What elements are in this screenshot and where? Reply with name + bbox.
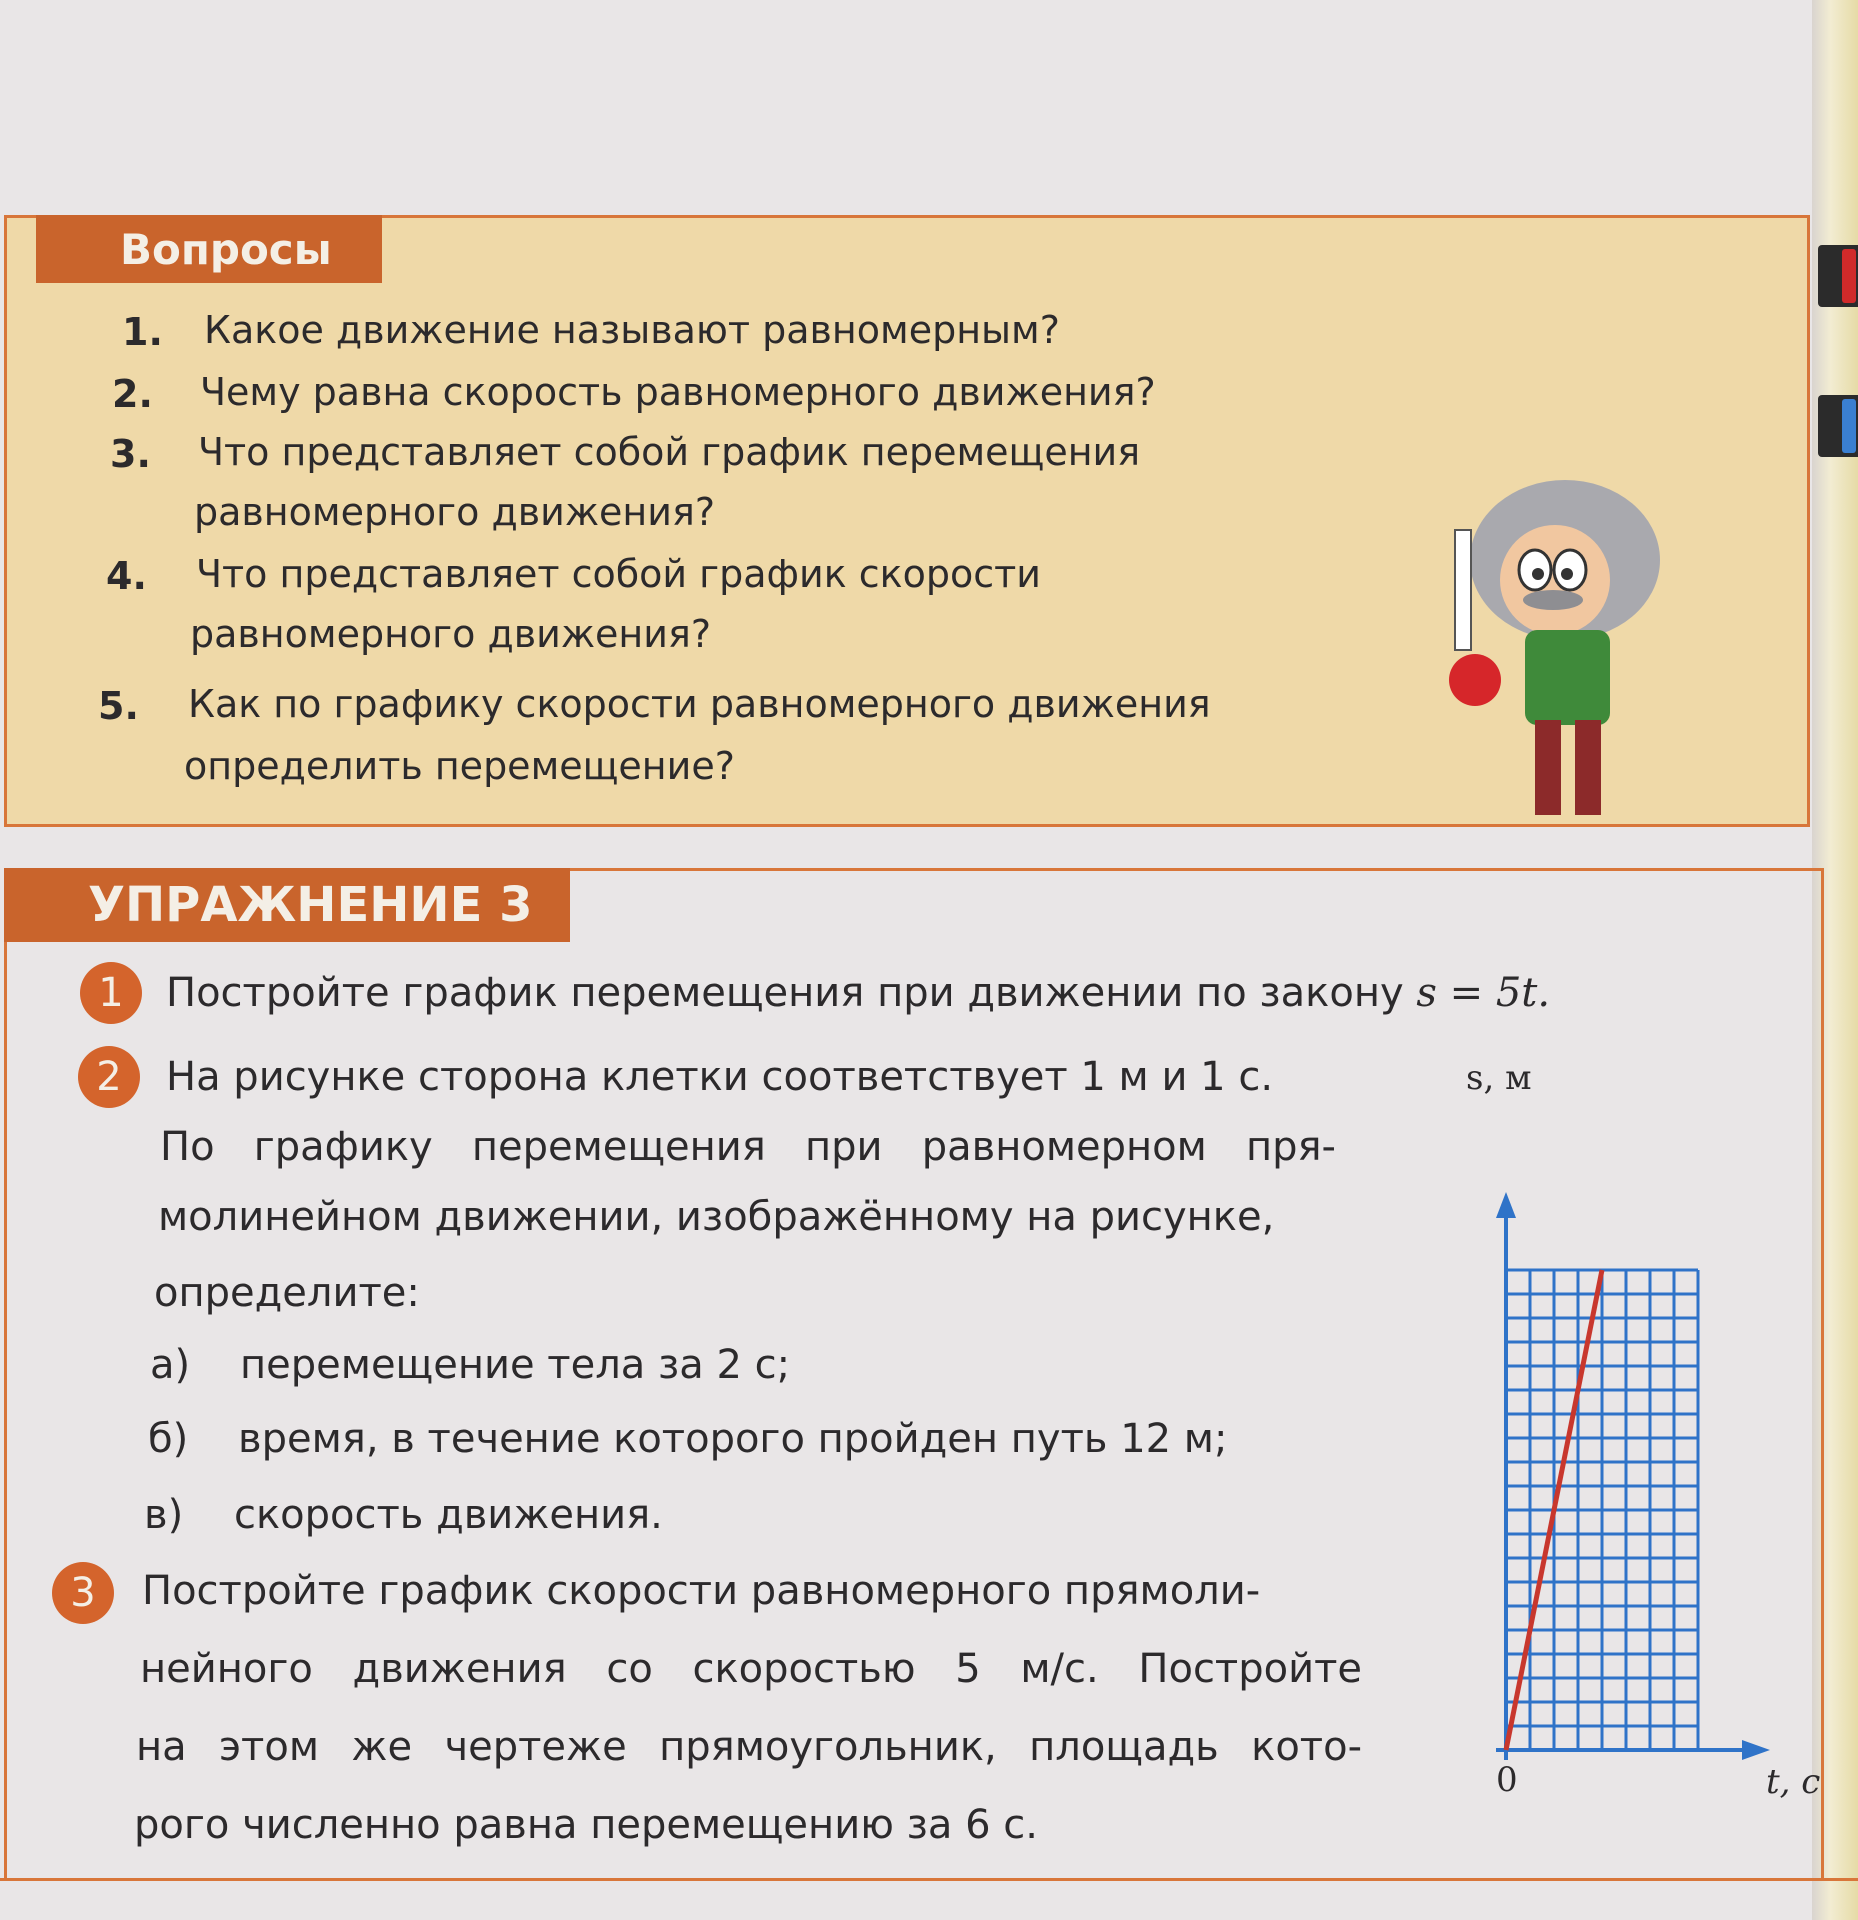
task-1-formula: s = 5t. [1416,970,1551,1016]
question-2-number: 2. [112,372,153,416]
warning-marker [1818,245,1858,307]
task-2-line-1: На рисунке сторона клетки соответствует 1 м и 1 с. [166,1054,1274,1100]
question-4-number: 4. [106,554,147,598]
info-marker [1818,395,1858,457]
origin-label: 0 [1496,1760,1518,1800]
task-3-line-4: рого численно равна перемещению за 6 с. [134,1802,1038,1848]
task-2-subitem-a-label: а) [150,1342,191,1388]
questions-heading: Вопросы [36,215,382,283]
question-3-line-1: Что представляет собой график перемещения [198,430,1141,474]
task-2-subitem-b-label: б) [148,1416,189,1462]
question-5-number: 5. [98,684,139,728]
task-3-line-3: на этом же чертеже прямоугольник, площадь кото- [136,1724,1362,1770]
task-2-line-4: определите: [154,1270,420,1316]
question-1-line-1: Какое движение называют равномерным? [204,308,1060,352]
task-1-text [166,958,1550,1028]
task-1-text-before: Постройте график перемещения при движении по закону [166,970,1417,1016]
task-2-subitem-a-text: перемещение тела за 2 с; [240,1342,791,1388]
question-5-line-2: определить перемещение? [184,744,735,788]
y-axis-arrow [1496,1192,1516,1218]
question-1-number: 1. [122,310,163,354]
task-2-subitem-b-text: время, в течение которого пройден путь 12 м; [238,1416,1228,1462]
task-3-line-1: Постройте график скорости равномерного прямоли- [142,1568,1261,1614]
task-2-subitem-c-text: скорость движения. [234,1492,663,1538]
exclamation-icon [1842,249,1856,303]
task-3-line-2: нейного движения со скоростью 5 м/с. Постройте [140,1646,1362,1692]
question-4-line-2: равномерного движения? [190,612,711,656]
task-2-line-3: молинейном движении, изображённому на рисунке, [158,1194,1275,1240]
question-icon [1842,399,1856,453]
professor-illustration [1435,470,1705,830]
question-4-line-1: Что представляет собой график скорости [196,552,1041,596]
question-3-number: 3. [110,432,151,476]
task-3-number: 3 [52,1562,114,1624]
question-3-line-2: равномерного движения? [194,490,715,534]
question-5-line-1: Как по графику скорости равномерного движения [188,682,1211,726]
x-axis-label: t, c [1766,1762,1821,1802]
exercise-heading: УПРАЖНЕНИЕ 3 [4,868,570,942]
question-2-line-1: Чему равна скорость равномерного движения? [200,370,1156,414]
task-2-subitem-c-label: в) [144,1492,184,1538]
x-axis-arrow [1742,1740,1770,1760]
task-2-number: 2 [78,1046,140,1108]
y-axis-label: s, м [1466,1058,1532,1098]
task-2-line-2: По графику перемещения при равномерном пря- [160,1124,1336,1170]
task-1-number: 1 [80,962,142,1024]
displacement-graph [1470,1110,1850,1830]
bottom-rule [0,1878,1858,1881]
